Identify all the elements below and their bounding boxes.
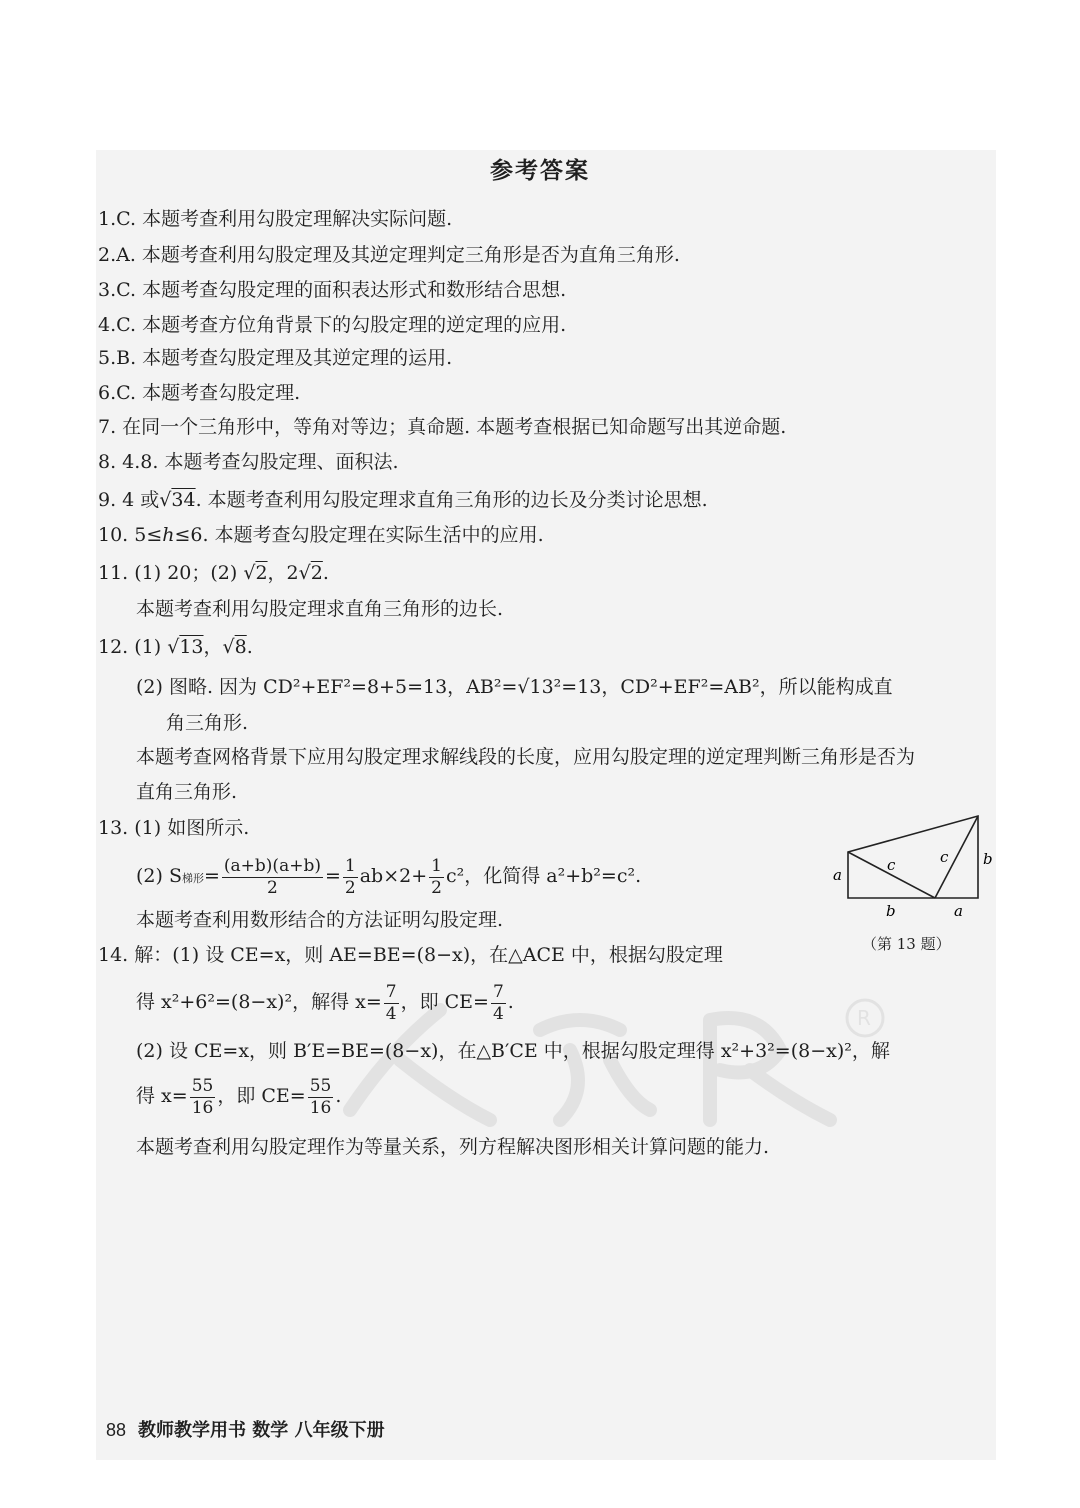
answer-14-note: 本题考查利用勾股定理作为等量关系，列方程解决图形相关计算问题的能力. [136,1136,770,1158]
answer-10-variable: h [162,524,175,546]
answer-11-radicand-1: 2 [255,562,268,584]
answer-14-part-2-cont [136,1068,341,1124]
answer-11-note: 本题考查利用勾股定理求直角三角形的边长. [136,598,504,620]
answer-13-part-2: (2) S梯形= $\frac{(a+b)(a+b)}{2}$ = $\frac{1}{2}$ ab×2+ $\frac{1}{2}$ c²，化简得 a²+b²=c². [136,855,642,898]
page-footer [106,1416,385,1442]
answer-9-text: . 本题考查利用勾股定理求直角三角形的边长及分类讨论思想. [195,489,708,511]
fraction-numerator: (a+b)(a+b) [223,855,321,876]
answer-12-prefix: 12. (1) [98,636,168,658]
area-subscript: 梯形 [181,872,204,885]
fraction-half-1 [343,856,358,899]
answer-12-end: . [246,636,253,658]
answer-12-note: 本题考查网格背景下应用勾股定理求解线段的长度，应用勾股定理的逆定理判断三角形是否为 [136,746,916,768]
label-b-bottom: b [886,902,896,920]
answer-10 [98,522,544,548]
answer-14-part-1-cont [136,974,514,1030]
answer-4: 4.C. 本题考查方位角背景下的勾股定理的逆定理的应用. [98,314,567,336]
answer-14-solution: 得 x= [136,1085,188,1107]
answer-11-radicand-2: 2 [310,562,323,584]
answer-11: 11. (1) 20；(2) √2，2√2. [98,562,329,584]
fraction-numerator: 1 [344,855,356,876]
fraction-denominator: 16 [309,1097,332,1118]
answer-1: 1.C. 本题考查利用勾股定理解决实际问题. [98,208,453,230]
answer-13-conclusion: ，化简得 a²+b²=c². [464,865,642,887]
answer-12-radicand-1: 13 [179,636,204,658]
label-b-right: b [983,850,993,868]
answer-14-mid-2: ，即 CE= [217,1085,306,1107]
answer-10-text: ≤6. 本题考查勾股定理在实际生活中的应用. [174,524,544,546]
fraction-numerator: 1 [431,855,442,876]
answer-3: 3.C. 本题考查勾股定理的面积表达形式和数形结合思想. [98,279,567,301]
label-a-bottom: a [954,902,963,920]
answer-9-radicand: 34 [171,489,196,511]
book-title: 教师教学用书 数学 八年级下册 [138,1420,385,1441]
label-a-left: a [833,866,842,884]
answer-14-equation: 得 x²+6²=(8−x)²，解得 x= [136,991,382,1013]
answer-12-mid: ， [203,636,223,658]
fraction-55-16-ce [308,1076,334,1119]
answer-7: 7. 在同一个三角形中，等角对等边；真命题. 本题考查根据已知命题写出其逆命题. [98,416,787,438]
fraction-half-2 [429,856,444,899]
svg-text:R: R [857,1006,871,1030]
answer-12-radicand-2: 8 [234,636,247,658]
fraction-denominator: 4 [385,1003,397,1024]
answer-14-end: . [507,991,514,1013]
answer-13-mid: ab×2+ [359,865,428,887]
figure-caption: （第 13 题） [862,935,951,953]
answer-11-prefix: 11. (1) 20；(2) [98,562,244,584]
fraction-7-4 [384,982,399,1025]
fraction-denominator: 2 [344,877,356,898]
page-number: 88 [106,1420,127,1440]
answer-6: 6.C. 本题考查勾股定理. [98,382,301,404]
page-title: 参考答案 [490,157,590,184]
answer-12: 12. (1) √13，√8. [98,636,253,658]
answer-14-end-2: . [335,1085,342,1107]
answer-8: 8. 4.8. 本题考查勾股定理、面积法. [98,451,399,473]
fraction-numerator: 55 [309,1075,332,1096]
answer-11-mid: ，2 [267,562,299,584]
answer-13-part-1: 13. (1) 如图所示. [98,817,250,839]
fraction-numerator: 55 [191,1075,214,1096]
answer-2: 2.A. 本题考查利用勾股定理及其逆定理判定三角形是否为直角三角形. [98,244,680,266]
answer-5: 5.B. 本题考查勾股定理及其逆定理的运用. [98,347,453,369]
label-c-2: c [940,848,949,866]
answer-9: 9. 4 或√34. 本题考查利用勾股定理求直角三角形的边长及分类讨论思想. [98,489,708,511]
answer-14-mid: ，即 CE= [400,991,489,1013]
answer-11-end: . [322,562,329,584]
answer-12-part-2-cont: 角三角形. [166,712,249,734]
fraction-denominator: 2 [431,877,442,898]
answer-13-note: 本题考查利用数形结合的方法证明勾股定理. [136,909,504,931]
fraction-denominator: 4 [492,1003,504,1024]
fraction-55-16 [190,1076,216,1119]
answer-10-prefix: 10. 5≤ [98,524,163,546]
answer-12-note-cont: 直角三角形. [136,781,238,803]
answer-13-c-squared: c² [445,865,465,887]
fraction-area [222,856,323,899]
answer-9-prefix: 9. 4 或 [98,489,160,511]
fraction-7-4-ce [491,982,506,1025]
fraction-denominator: 16 [191,1097,214,1118]
fraction-numerator: 7 [385,981,397,1002]
answer-12-part-2: (2) 图略. 因为 CD²+EF²=8+5=13，AB²=√13²=13，CD²+EF²=AB²，所以能构成直 [136,676,893,698]
label-c-1: c [887,856,896,874]
fraction-denominator: 2 [267,877,278,898]
trapezoid-figure [830,808,1000,928]
answer-14-part-2: (2) 设 CE=x，则 B′E=BE=(8−x)，在△B′CE 中，根据勾股定理得 x²+3²=(8−x)²，解 [136,1040,890,1062]
fraction-numerator: 7 [492,981,504,1002]
answer-14-part-1: 14. 解：(1) 设 CE=x，则 AE=BE=(8−x)，在△ACE 中，根据勾股定理 [98,944,723,966]
area-symbol: (2) S [136,865,182,887]
